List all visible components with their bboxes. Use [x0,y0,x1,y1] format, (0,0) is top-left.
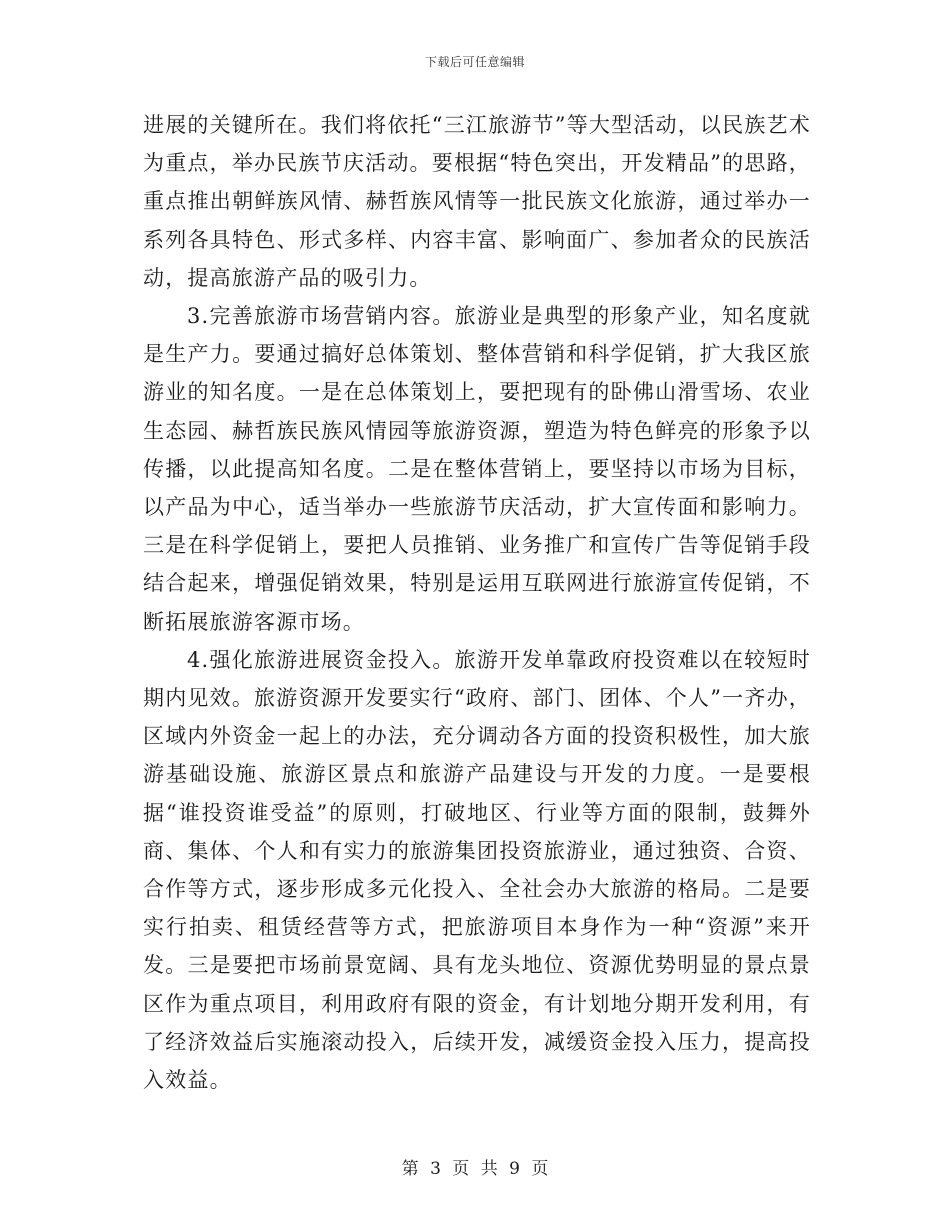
paragraph-continuation: 进展的关键所在。我们将依托“三江旅游节”等大型活动，以民族艺术为重点，举办民族节庆活动。要根据“特色突出，开发精品”的思路，重点推出朝鲜族风情、赫哲族风情等一批民族文化旅游，通过举办一系列各具特色、形式多样、内容丰富、影响面广、参加者众的民族活动，提高旅游产品的吸引力。 [143,113,811,290]
footer-total-word: 共 [480,1159,498,1179]
footer-total-pages: 9 [509,1159,520,1179]
page-footer [0,1154,950,1179]
footer-prefix: 第 [401,1159,419,1179]
body-text [143,106,811,1099]
footer-page-word: 页 [452,1159,470,1179]
paragraph-marketing: 3.完善旅游市场营销内容。旅游业是典型的形象产业，知名度就是生产力。要通过搞好总体策划、整体营销和科学促销，扩大我区旅游业的知名度。一是在总体策划上，要把现有的卧佛山滑雪场、农业生态园、赫哲族民族风情园等旅游资源，塑造为特色鲜亮的形象予以传播，以此提高知名度。二是在整体营销上，要坚持以市场为目标，以产品为中心，适当举办一些旅游节庆活动，扩大宣传面和影响力。三是在科学促销上，要把人员推销、业务推广和宣传广告等促销手段结合起来，增强促销效果，特别是运用互联网进行旅游宣传促销，不断拓展旅游客源市场。 [143,304,811,634]
footer-current-page: 3 [430,1159,441,1179]
footer-suffix: 页 [531,1159,549,1179]
header-note: 下载后可任意编辑 [424,55,525,69]
paragraph-investment: 4.强化旅游进展资金投入。旅游开发单靠政府投资难以在较短时期内见效。旅游资源开发要实行“政府、部门、团体、个人”一齐办，区域内外资金一起上的办法，充分调动各方面的投资积极性，加大旅游基础设施、旅游区景点和旅游产品建设与开发的力度。一是要根据“谁投资谁受益”的原则，打破地区、行业等方面的限制，鼓舞外商、集体、个人和有实力的旅游集团投资旅游业，通过独资、合资、合作等方式，逐步形成多元化投入、全社会办大旅游的格局。二是要实行拍卖、租赁经营等方式，把旅游项目本身作为一种“资源”来开发。三是要把市场前景宽阔、具有龙头地位、资源优势明显的景点景区作为重点项目，利用政府有限的资金，有计划地分期开发利用，有了经济效益后实施滚动投入，后续开发，减缓资金投入压力，提高投入效益。 [143,647,811,1093]
